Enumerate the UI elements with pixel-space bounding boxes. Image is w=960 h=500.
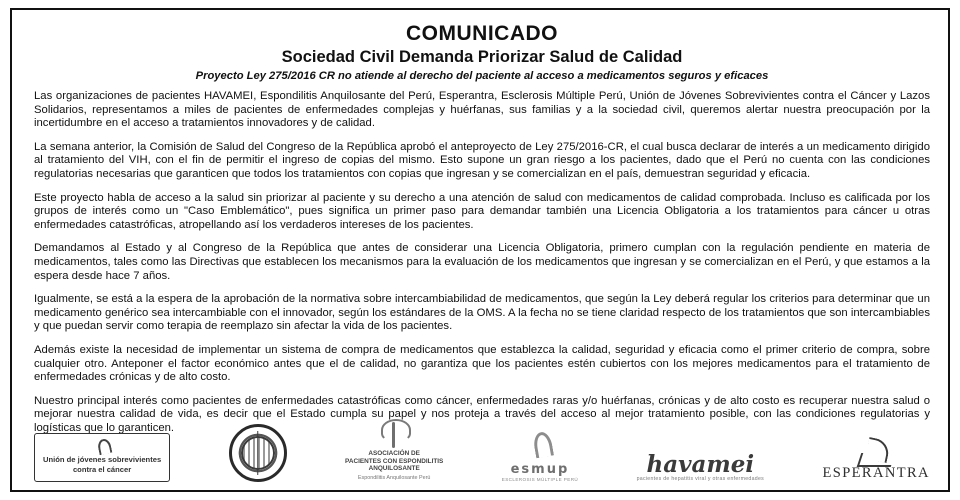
esmup-wordmark: esmup [510,462,570,477]
awareness-ribbon-icon [527,432,553,462]
document-frame [10,8,950,492]
document-body [34,18,930,435]
paragraph: Además existe la necesidad de implementar un sistema de compra de medicamentos que establezca la calidad, seguridad y eficacia como el primer criterio de compra, sobre cualquier otro. Anteponer el factor económico antes que el de calidad, no garantiza que los pacientes estén cubiertos con los mejores medicamentos para el tratamiento de enfermedades crónicas y de alto costo. [34,343,930,384]
paragraph: Igualmente, se está a la espera de la aprobación de la normativa sobre intercambiabilidad de medicamentos, que según la Ley deberá regular los criterios para determinar que un medicamento genérico sea intercambiable con el innovador, según los estándares de la OMS. A la fecha no se tiene claridad respecto de los tratamientos que son intercambiables y que puedan servir como terapia de reemplazo sin afectar la vida de los pacientes. [34,293,930,333]
esmup-tagline: ESCLEROSIS MÚLTIPLE PERÚ [501,477,579,482]
union-jovenes-line2: contra el cáncer [72,465,132,474]
paragraph: La semana anterior, la Comisión de Salud del Congreso de la República aprobó el anteproyecto de Ley 275/2016-CR, el cual busca declarar de interés a un medicamento dirigido al tratamiento del VIH, con el fin de permitir el ingreso de copias del mismo. Esto supone un gran riesgo a los pacientes, dado que el Perú no cuenta con las condiciones regulatorias necesarias que garanticen que todos los tratamientos con copias que ingresan y se comercializan en el país, demuestran seguridad y eficacia. [34,140,930,180]
logo-esperantra [822,439,929,482]
paragraph: Este proyecto habla de acceso a la salud sin priorizar al paciente y su derecho a una atención de salud con medicamentos de calidad comprobada. Incluso es calificada por los grupos de interés como un "Caso Emblemático", pues significa un primer paso para demandar también una Licencia Obligatoria a los tratamientos para cáncer u otras enfermedades catastróficas, atropellando así los verdaderos intereses de los pacientes. [34,191,930,231]
logo-espondilitis [345,418,443,482]
page-subtitle: Sociedad Civil Demanda Priorizar Salud de Calidad [281,48,683,66]
paragraph: Nuestro principal interés como pacientes de enfermedades catastróficas como cáncer, enfermedades raras y/o huérfanas, crónicas y de alto costo es recuperar nuestra salud o mejorar nuestra calidad de vida, es decir que el Estado cumpla su papel y nos proteja a través del acceso al mejor tratamiento posible, con las condiciones regulatorias y logísticas que lo garanticen. [34,394,930,434]
union-jovenes-box [34,433,170,482]
paragraph: Las organizaciones de pacientes HAVAMEI, Espondilitis Anquilosante del Perú, Esperantra, Esclerosis Múltiple Perú, Unión de Jóvenes Sobrevivientes contra el Cáncer y Lazos Solidarios, representamos a miles de pacientes de enfermedades complejas y huérfanas, sus familias y a la sociedad civil, queremos alertar nuestra preocupación por la incertidumbre en el acceso a tratamientos innovadores y de calidad. [34,90,930,130]
globe-seal-icon [229,424,287,482]
espondilitis-line3: ANQUILOSANTE [368,465,420,472]
bird-icon [853,439,899,465]
logo-union-jovenes [34,433,170,482]
havamei-wordmark: havamei [646,451,755,478]
esperantra-wordmark: ESPERANTRA [822,465,930,481]
logo-esmup [502,432,578,482]
tree-icon [377,418,411,450]
logo-lazos-solidarios [229,424,287,482]
page-title: COMUNICADO [406,22,558,45]
union-jovenes-line1: Unión de jóvenes sobrevivientes [43,455,162,464]
logo-strip [34,424,930,482]
ribbon-icon [43,439,161,453]
page-kicker: Proyecto Ley 275/2016 CR no atiende al derecho del paciente al acceso a medicamentos seguros y eficaces [195,70,769,82]
espondilitis-line4: Espondilitis Anquilosante Perú [357,474,431,481]
havamei-tagline: pacientes de hepatitis viral y otras enfermedades [636,476,765,482]
espondilitis-line2: PACIENTES CON ESPONDILITIS [345,457,444,465]
logo-havamei [637,453,764,482]
paragraph: Demandamos al Estado y al Congreso de la República que antes de considerar una Licencia Obligatoria, primero cumplan con la regulación pendiente en materia de medicamentos, tales como las Directivas que establecen los mecanismos para la evaluación de los medicamentos que ingresan y se comercializan en el Perú, y que estamos a la espera desde hace 7 años. [34,242,930,282]
espondilitis-line1: ASOCIACIÓN DE [368,450,420,457]
